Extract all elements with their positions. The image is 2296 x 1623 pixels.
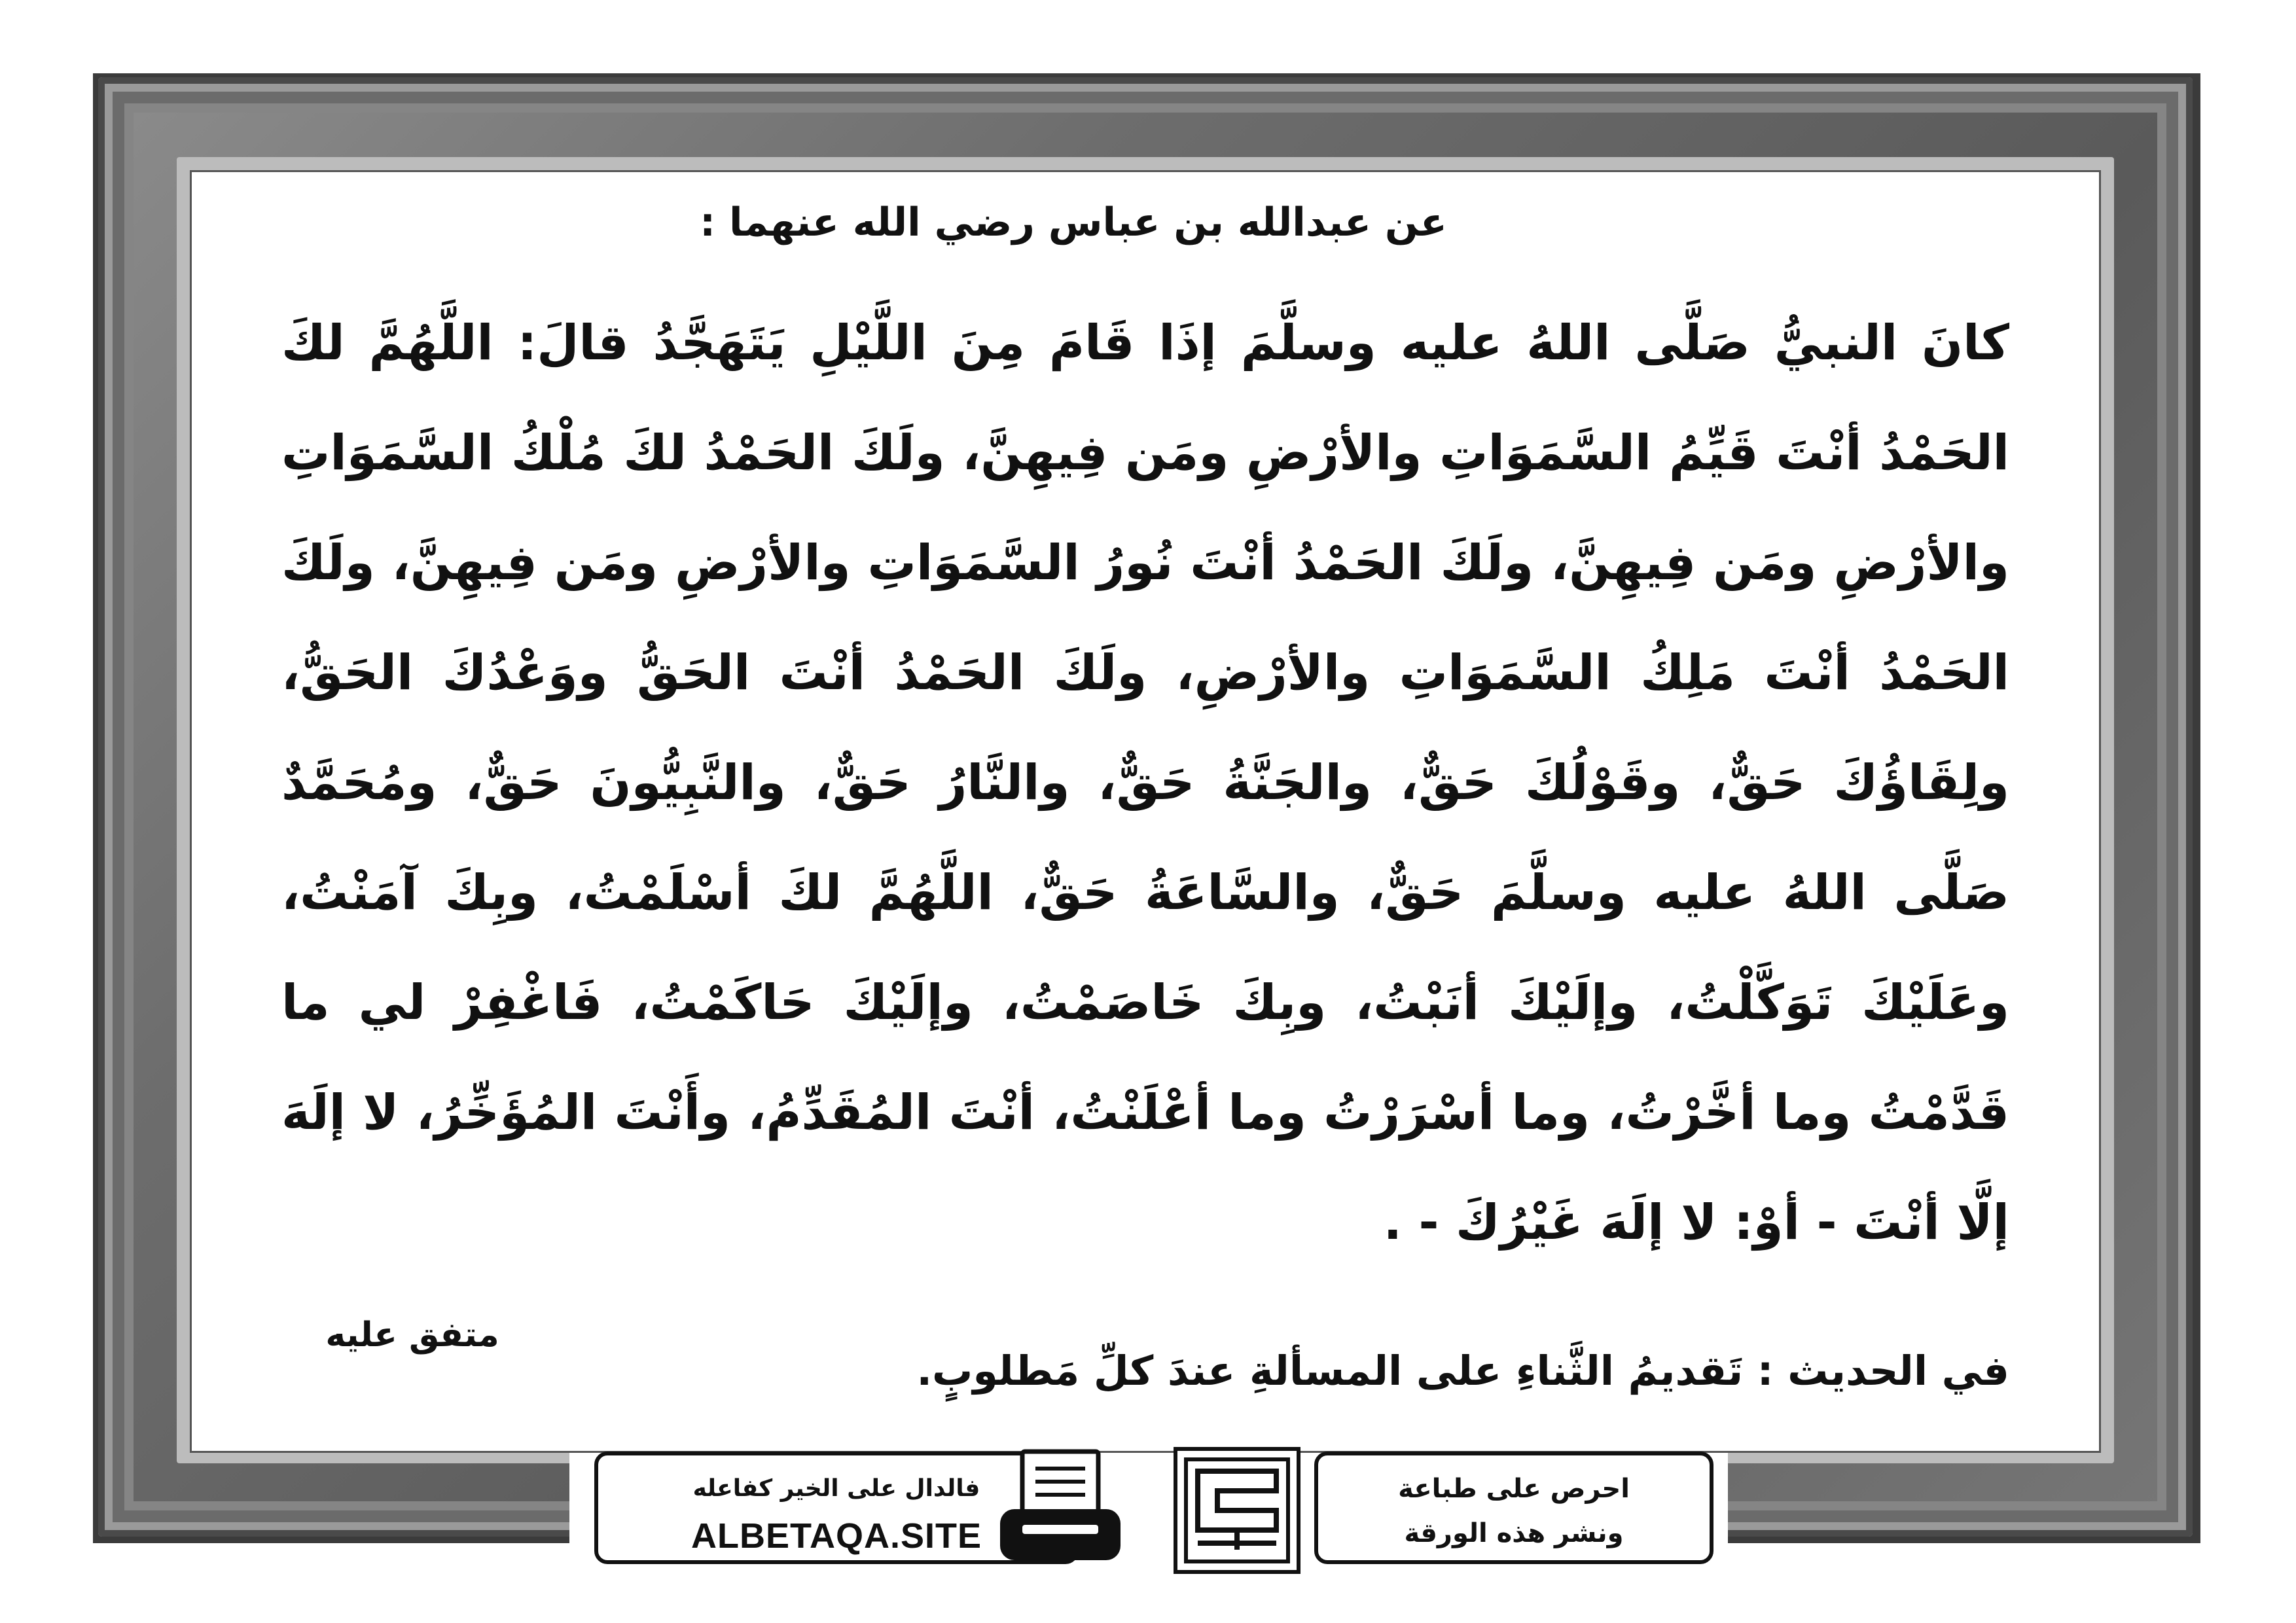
- site-url[interactable]: ALBETAQA.SITE: [691, 1516, 982, 1556]
- print-call-line2: ونشر هذه الورقة: [1404, 1518, 1624, 1548]
- hadith-narrator-heading: عن عبدالله بن عباس رضي الله عنهما :: [700, 200, 1447, 245]
- hadith-text: كانَ النبيُّ صَلَّى اللهُ عليه وسلَّمَ إذَا قَامَ مِنَ اللَّيْلِ يَتَهَجَّدُ قالَ: اللَّهُمَّ لكَ الحَمْدُ أنْتَ قَيِّمُ السَّمَوَاتِ والأرْضِ ومَن فِيهِنَّ، ولَكَ الحَمْدُ لكَ مُلْكُ السَّمَوَاتِ والأرْضِ ومَن فِيهِنَّ، ولَكَ الحَمْدُ أنْتَ نُورُ السَّمَوَاتِ والأرْضِ ومَن فِيهِنَّ، ولَكَ الحَمْدُ أنْتَ مَلِكُ السَّمَوَاتِ والأرْضِ، ولَكَ الحَمْدُ أنْتَ الحَقُّ ووَعْدُكَ الحَقُّ، ولِقَاؤُكَ حَقٌّ، وقَوْلُكَ حَقٌّ، والجَنَّةُ حَقٌّ، والنَّارُ حَقٌّ، والنَّبِيُّونَ حَقٌّ، ومُحَمَّدٌ صَلَّى اللهُ عليه وسلَّمَ حَقٌّ، والسَّاعَةُ حَقٌّ، اللَّهُمَّ لكَ أسْلَمْتُ، وبِكَ آمَنْتُ، وعَلَيْكَ تَوَكَّلْتُ، وإلَيْكَ أنَبْتُ، وبِكَ خَاصَمْتُ، وإلَيْكَ حَاكَمْتُ، فَاغْفِرْ لي ما قَدَّمْتُ وما أخَّرْتُ، وما أسْرَرْتُ وما أعْلَنْتُ، أنْتَ المُقَدِّمُ، وأَنْتَ المُؤَخِّرُ، لا إلَهَ إلَّا أنْتَ - أوْ: لا إلَهَ غَيْرُكَ - .: [281, 315, 2009, 1251]
- hadith-source: متفق عليه: [325, 1315, 499, 1355]
- promo-slogan: فالدال على الخير كفاعله: [692, 1475, 980, 1502]
- hadith-benefit: في الحديث : تَقديمُ الثَّناءِ على المسألةِ عندَ كلِّ مَطلوبٍ.: [916, 1347, 2009, 1395]
- dawa-paper-logo: [1172, 1445, 1302, 1576]
- printer-icon: [995, 1446, 1126, 1571]
- print-call-line1: احرص على طباعة: [1398, 1474, 1630, 1504]
- print-call-box: [1314, 1452, 1713, 1564]
